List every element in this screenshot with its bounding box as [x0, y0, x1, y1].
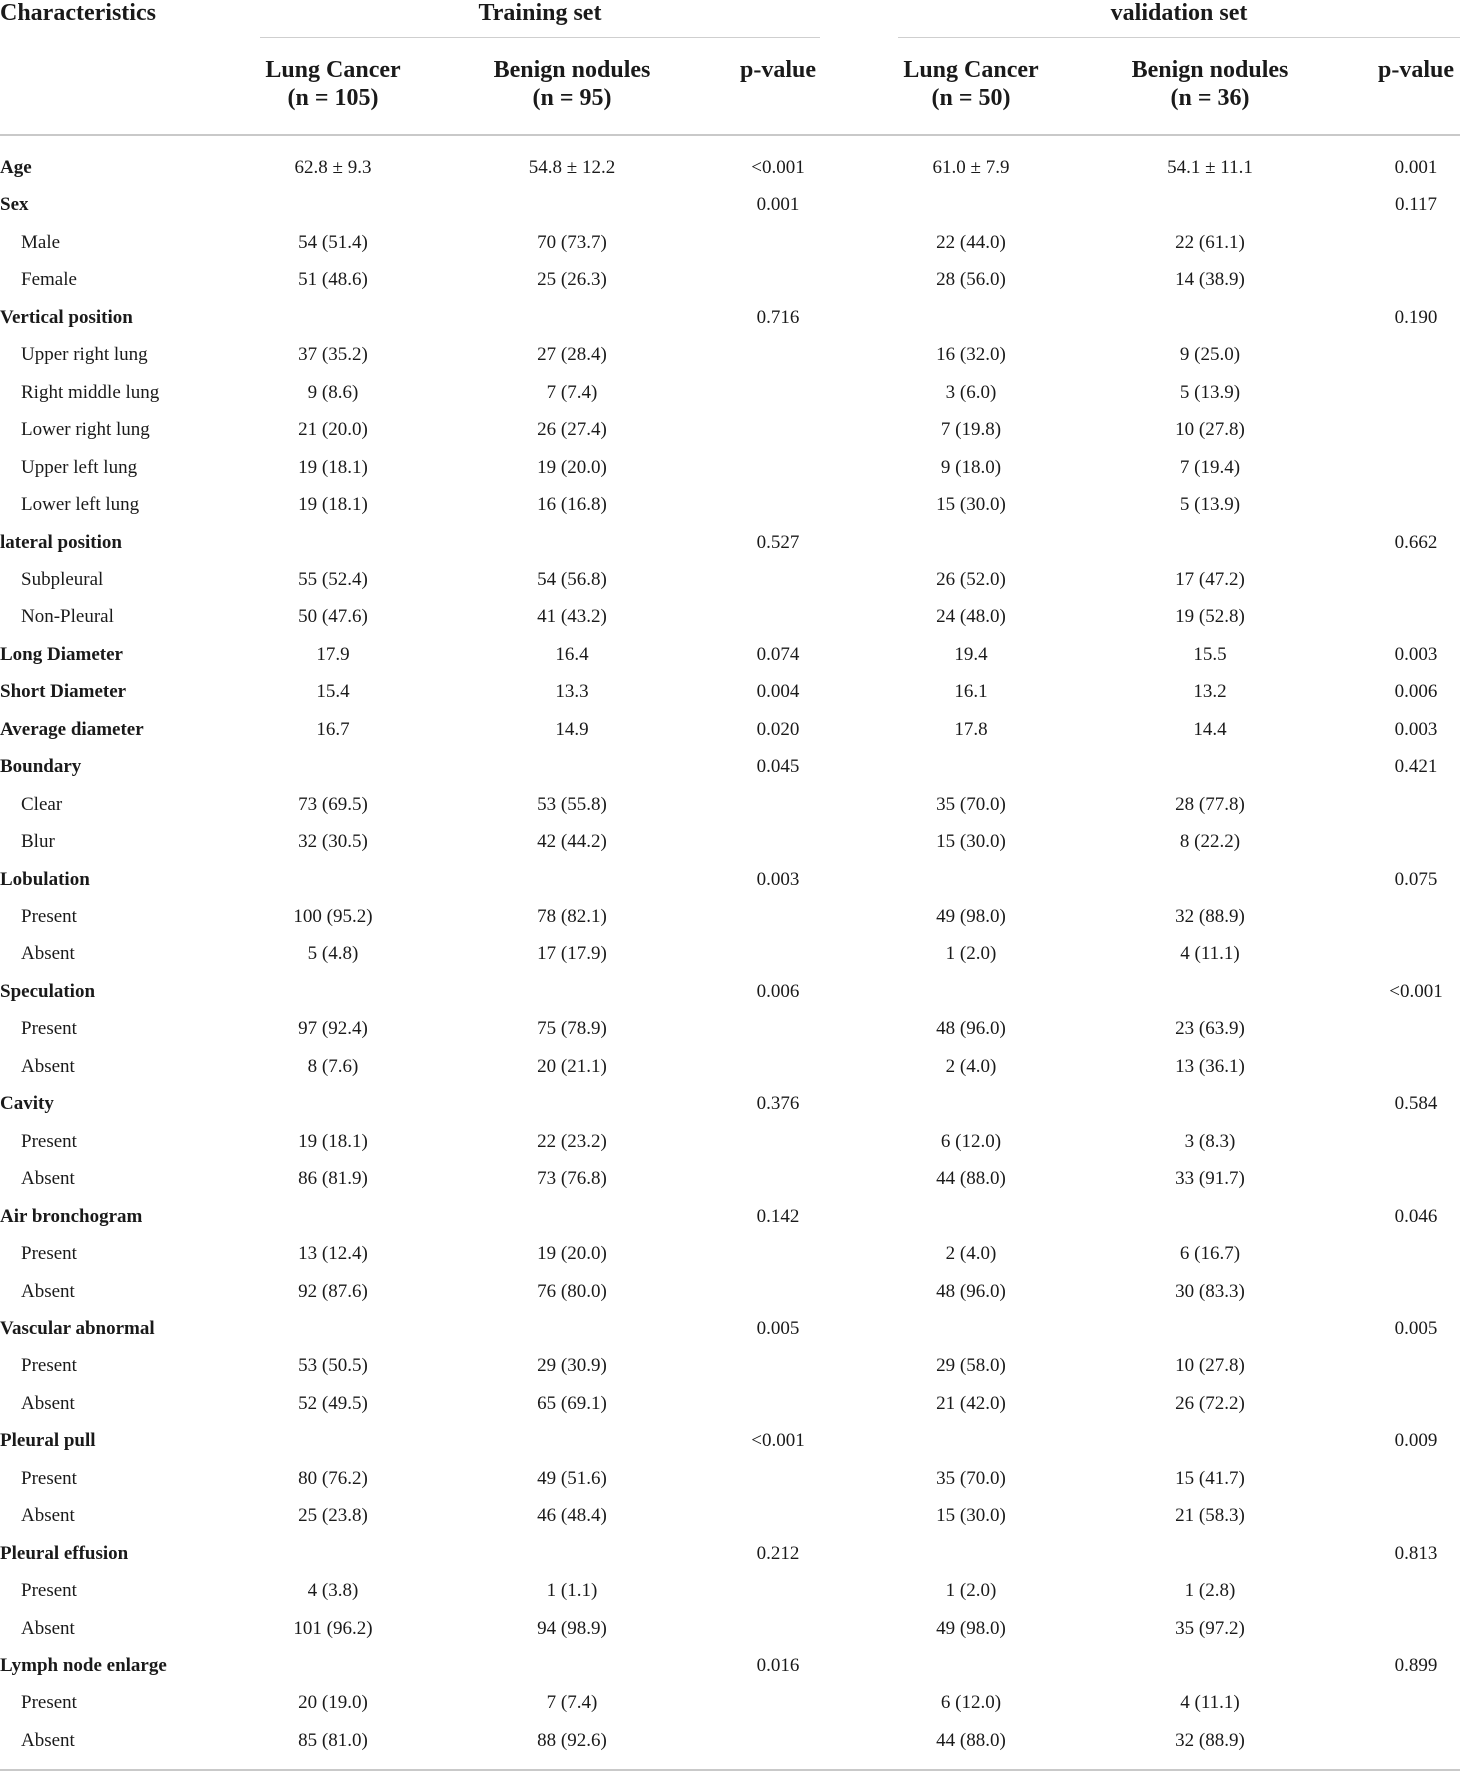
cell-val-benign-nodules: 5 (13.9) — [1179, 382, 1241, 403]
row-label: Boundary — [0, 756, 82, 777]
cell-train-lung-cancer: 37 (35.2) — [298, 344, 368, 365]
row-label: Average diameter — [0, 719, 144, 740]
cell-train-p-value: 0.045 — [756, 756, 800, 777]
cell-train-lung-cancer: 13 (12.4) — [298, 1243, 368, 1264]
cell-val-lung-cancer: 49 (98.0) — [936, 906, 1006, 927]
table-row — [0, 718, 1460, 755]
table-row — [0, 1392, 1460, 1429]
cell-val-benign-nodules: 1 (2.8) — [1184, 1580, 1236, 1601]
cell-train-lung-cancer: 25 (23.8) — [298, 1505, 368, 1526]
cell-train-benign-nodules: 1 (1.1) — [546, 1580, 598, 1601]
cell-val-lung-cancer: 16.1 — [954, 681, 988, 702]
table-row — [0, 1467, 1460, 1504]
cell-val-lung-cancer: 3 (6.0) — [945, 382, 997, 403]
cell-train-benign-nodules: 73 (76.8) — [537, 1168, 607, 1189]
cell-val-lung-cancer: 35 (70.0) — [936, 794, 1006, 815]
cell-val-lung-cancer: 24 (48.0) — [936, 606, 1006, 627]
table-row — [0, 1130, 1460, 1167]
table-row — [0, 1579, 1460, 1616]
cell-val-lung-cancer: 2 (4.0) — [945, 1243, 997, 1264]
row-sublabel: Absent — [21, 1056, 75, 1077]
table-row — [0, 1167, 1460, 1204]
cell-val-lung-cancer: 35 (70.0) — [936, 1468, 1006, 1489]
cell-train-p-value: 0.716 — [756, 307, 800, 328]
cell-val-lung-cancer: 6 (12.0) — [940, 1692, 1002, 1713]
cell-train-p-value: 0.142 — [756, 1206, 800, 1227]
cell-train-lung-cancer: 62.8 ± 9.3 — [294, 157, 372, 178]
table-row — [0, 1617, 1460, 1654]
table-row — [0, 643, 1460, 680]
cell-train-benign-nodules: 27 (28.4) — [537, 344, 607, 365]
row-sublabel: Present — [21, 1580, 77, 1601]
cell-train-benign-nodules: 22 (23.2) — [537, 1131, 607, 1152]
cell-train-p-value: 0.001 — [756, 194, 800, 215]
cell-train-benign-nodules: 42 (44.2) — [537, 831, 607, 852]
cell-val-benign-nodules: 10 (27.8) — [1175, 419, 1245, 440]
cell-train-lung-cancer: 32 (30.5) — [298, 831, 368, 852]
cell-train-p-value: <0.001 — [751, 1430, 805, 1451]
cell-train-lung-cancer: 19 (18.1) — [298, 457, 368, 478]
table-row — [0, 1017, 1460, 1054]
cell-val-p-value: 0.421 — [1394, 756, 1438, 777]
cell-val-p-value: 0.813 — [1394, 1543, 1438, 1564]
cell-train-benign-nodules: 54.8 ± 12.2 — [528, 157, 616, 178]
cell-val-p-value: 0.009 — [1394, 1430, 1438, 1451]
row-sublabel: Upper left lung — [21, 457, 138, 478]
row-label: Lobulation — [0, 869, 90, 890]
row-sublabel: Clear — [21, 794, 63, 815]
cell-val-benign-nodules: 21 (58.3) — [1175, 1505, 1245, 1526]
cell-train-p-value: 0.074 — [756, 644, 800, 665]
cell-train-lung-cancer: 52 (49.5) — [298, 1393, 368, 1414]
cell-val-lung-cancer: 48 (96.0) — [936, 1018, 1006, 1039]
cell-train-benign-nodules: 78 (82.1) — [537, 906, 607, 927]
row-sublabel: Blur — [21, 831, 55, 852]
cell-train-lung-cancer: 20 (19.0) — [298, 1692, 368, 1713]
table-row — [0, 1205, 1460, 1242]
cell-train-benign-nodules: 13.3 — [555, 681, 589, 702]
row-sublabel: Female — [21, 269, 77, 290]
cell-train-benign-nodules: 53 (55.8) — [537, 794, 607, 815]
cell-train-benign-nodules: 65 (69.1) — [537, 1393, 607, 1414]
table-row — [0, 1317, 1460, 1354]
cell-val-benign-nodules: 28 (77.8) — [1175, 794, 1245, 815]
cell-val-lung-cancer: 22 (44.0) — [936, 232, 1006, 253]
row-sublabel: Lower left lung — [21, 494, 140, 515]
cell-train-lung-cancer: 5 (4.8) — [307, 943, 359, 964]
cell-val-p-value: 0.003 — [1394, 719, 1438, 740]
cell-train-p-value: 0.003 — [756, 869, 800, 890]
cell-train-lung-cancer: 101 (96.2) — [293, 1618, 373, 1639]
cell-train-p-value: 0.006 — [756, 981, 800, 1002]
cell-val-lung-cancer: 9 (18.0) — [940, 457, 1002, 478]
row-sublabel: Right middle lung — [21, 382, 160, 403]
cell-train-lung-cancer: 8 (7.6) — [307, 1056, 359, 1077]
cell-val-lung-cancer: 16 (32.0) — [936, 344, 1006, 365]
cell-val-p-value: 0.003 — [1394, 644, 1438, 665]
table-row — [0, 680, 1460, 717]
cell-train-p-value: 0.527 — [756, 532, 800, 553]
cell-train-benign-nodules: 26 (27.4) — [537, 419, 607, 440]
column-header-line2: (n = 95) — [532, 85, 612, 111]
row-label: Speculation — [0, 981, 96, 1002]
cell-train-benign-nodules: 20 (21.1) — [537, 1056, 607, 1077]
cell-val-benign-nodules: 5 (13.9) — [1179, 494, 1241, 515]
cell-val-benign-nodules: 33 (91.7) — [1175, 1168, 1245, 1189]
cell-train-lung-cancer: 73 (69.5) — [298, 794, 368, 815]
cell-train-p-value: 0.020 — [756, 719, 800, 740]
column-header-line2: (n = 36) — [1170, 85, 1250, 111]
cell-train-lung-cancer: 92 (87.6) — [298, 1281, 368, 1302]
table-row — [0, 1242, 1460, 1279]
cell-val-lung-cancer: 28 (56.0) — [936, 269, 1006, 290]
cell-val-p-value: 0.584 — [1394, 1093, 1438, 1114]
row-sublabel: Lower right lung — [21, 419, 150, 440]
table-row — [0, 942, 1460, 979]
cell-val-lung-cancer: 26 (52.0) — [936, 569, 1006, 590]
cell-val-benign-nodules: 13 (36.1) — [1175, 1056, 1245, 1077]
table-row — [0, 268, 1460, 305]
cell-train-lung-cancer: 54 (51.4) — [298, 232, 368, 253]
cell-train-benign-nodules: 76 (80.0) — [537, 1281, 607, 1302]
table-row — [0, 568, 1460, 605]
cell-train-benign-nodules: 46 (48.4) — [537, 1505, 607, 1526]
cell-train-benign-nodules: 14.9 — [555, 719, 589, 740]
cell-val-benign-nodules: 4 (11.1) — [1180, 1692, 1240, 1713]
table-row — [0, 1654, 1460, 1691]
cell-train-benign-nodules: 16.4 — [555, 644, 589, 665]
table-row — [0, 793, 1460, 830]
row-sublabel: Present — [21, 1131, 77, 1152]
cell-val-benign-nodules: 14 (38.9) — [1175, 269, 1245, 290]
cell-val-lung-cancer: 29 (58.0) — [936, 1355, 1006, 1376]
cell-train-benign-nodules: 19 (20.0) — [537, 457, 607, 478]
table-row — [0, 193, 1460, 230]
cell-train-p-value: 0.004 — [756, 681, 800, 702]
cell-val-benign-nodules: 19 (52.8) — [1175, 606, 1245, 627]
cell-train-benign-nodules: 19 (20.0) — [537, 1243, 607, 1264]
cell-train-lung-cancer: 15.4 — [316, 681, 350, 702]
cell-train-lung-cancer: 86 (81.9) — [298, 1168, 368, 1189]
table-row — [0, 531, 1460, 568]
column-header-line1: Lung Cancer — [265, 57, 401, 83]
cell-train-benign-nodules: 25 (26.3) — [537, 269, 607, 290]
cell-train-lung-cancer: 51 (48.6) — [298, 269, 368, 290]
cell-val-benign-nodules: 14.4 — [1193, 719, 1227, 740]
cell-val-benign-nodules: 10 (27.8) — [1175, 1355, 1245, 1376]
cell-train-lung-cancer: 50 (47.6) — [298, 606, 368, 627]
cell-train-lung-cancer: 9 (8.6) — [307, 382, 359, 403]
cell-train-benign-nodules: 49 (51.6) — [537, 1468, 607, 1489]
cell-train-benign-nodules: 29 (30.9) — [537, 1355, 607, 1376]
cell-val-lung-cancer: 7 (19.8) — [940, 419, 1002, 440]
row-label: Vertical position — [0, 307, 133, 328]
row-sublabel: Present — [21, 906, 77, 927]
cell-train-p-value: 0.005 — [756, 1318, 800, 1339]
cell-val-lung-cancer: 2 (4.0) — [945, 1056, 997, 1077]
row-label: Sex — [0, 194, 29, 215]
table-row — [0, 1280, 1460, 1317]
cell-train-p-value: 0.376 — [756, 1093, 800, 1114]
cell-val-lung-cancer: 19.4 — [954, 644, 988, 665]
table-row — [0, 1504, 1460, 1541]
row-sublabel: Male — [21, 232, 61, 253]
row-sublabel: Absent — [21, 1505, 75, 1526]
table-row — [0, 905, 1460, 942]
table-row — [0, 1092, 1460, 1129]
row-sublabel: Present — [21, 1243, 77, 1264]
cell-val-lung-cancer: 1 (2.0) — [945, 1580, 997, 1601]
cell-val-p-value: 0.899 — [1394, 1655, 1438, 1676]
cell-val-lung-cancer: 15 (30.0) — [936, 831, 1006, 852]
cell-train-benign-nodules: 7 (7.4) — [546, 382, 598, 403]
table-row — [0, 1354, 1460, 1391]
column-header-val-p-value: p-value — [1377, 57, 1454, 83]
column-header-line1: Benign nodules — [1131, 57, 1289, 83]
cell-val-p-value: 0.662 — [1394, 532, 1438, 553]
table-row — [0, 231, 1460, 268]
row-label: Short Diameter — [0, 681, 127, 702]
table-row — [0, 456, 1460, 493]
cell-val-benign-nodules: 30 (83.3) — [1175, 1281, 1245, 1302]
row-sublabel: Absent — [21, 1281, 75, 1302]
row-label: Air bronchogram — [0, 1206, 143, 1227]
cell-val-lung-cancer: 49 (98.0) — [936, 1618, 1006, 1639]
cell-val-lung-cancer: 15 (30.0) — [936, 494, 1006, 515]
cell-val-p-value: 0.046 — [1394, 1206, 1438, 1227]
cell-train-lung-cancer: 53 (50.5) — [298, 1355, 368, 1376]
cell-val-lung-cancer: 48 (96.0) — [936, 1281, 1006, 1302]
cell-train-benign-nodules: 70 (73.7) — [537, 232, 607, 253]
cell-val-benign-nodules: 8 (22.2) — [1179, 831, 1241, 852]
row-sublabel: Absent — [21, 1730, 75, 1751]
row-label: Long Diameter — [0, 644, 123, 665]
cell-val-lung-cancer: 17.8 — [954, 719, 988, 740]
group-header-training-set: Training set — [478, 0, 602, 26]
cell-val-benign-nodules: 3 (8.3) — [1184, 1131, 1236, 1152]
row-label: Cavity — [0, 1093, 54, 1114]
row-sublabel: Present — [21, 1355, 77, 1376]
row-label: Vascular abnormal — [0, 1318, 155, 1339]
cell-val-lung-cancer: 61.0 ± 7.9 — [932, 157, 1010, 178]
table-row — [0, 493, 1460, 530]
row-sublabel: Absent — [21, 1618, 75, 1639]
cell-train-benign-nodules: 75 (78.9) — [537, 1018, 607, 1039]
cell-val-benign-nodules: 22 (61.1) — [1175, 232, 1245, 253]
table-row — [0, 755, 1460, 792]
row-sublabel: Present — [21, 1692, 77, 1713]
cell-val-benign-nodules: 35 (97.2) — [1175, 1618, 1245, 1639]
table-row — [0, 381, 1460, 418]
row-sublabel: Subpleural — [21, 569, 104, 590]
cell-train-p-value: 0.016 — [756, 1655, 800, 1676]
table-row — [0, 605, 1460, 642]
table-row — [0, 306, 1460, 343]
corner-header-characteristics: Characteristics — [0, 0, 156, 26]
column-header-line2: (n = 105) — [287, 85, 379, 111]
row-sublabel: Non-Pleural — [21, 606, 114, 627]
cell-val-benign-nodules: 15 (41.7) — [1175, 1468, 1245, 1489]
cell-train-lung-cancer: 80 (76.2) — [298, 1468, 368, 1489]
cell-train-lung-cancer: 21 (20.0) — [298, 419, 368, 440]
cell-val-benign-nodules: 32 (88.9) — [1175, 906, 1245, 927]
cell-val-p-value: 0.006 — [1394, 681, 1438, 702]
table-row — [0, 1429, 1460, 1466]
cell-val-p-value: 0.005 — [1394, 1318, 1438, 1339]
table-row — [0, 1691, 1460, 1728]
cell-val-benign-nodules: 13.2 — [1193, 681, 1227, 702]
group-header-validation-set: validation set — [1110, 0, 1248, 26]
cell-val-benign-nodules: 23 (63.9) — [1175, 1018, 1245, 1039]
cell-train-benign-nodules: 41 (43.2) — [537, 606, 607, 627]
table-row — [0, 868, 1460, 905]
column-header-line1: Lung Cancer — [903, 57, 1039, 83]
row-label: Pleural pull — [0, 1430, 96, 1451]
cell-train-lung-cancer: 85 (81.0) — [298, 1730, 368, 1751]
cell-train-benign-nodules: 16 (16.8) — [537, 494, 607, 515]
table-bottom-rule — [0, 1769, 1460, 1771]
cell-train-lung-cancer: 17.9 — [316, 644, 350, 665]
cell-val-p-value: 0.117 — [1394, 194, 1438, 215]
cell-val-benign-nodules: 17 (47.2) — [1175, 569, 1245, 590]
row-sublabel: Absent — [21, 1393, 75, 1414]
cell-val-lung-cancer: 44 (88.0) — [936, 1730, 1006, 1751]
row-label: Pleural effusion — [0, 1543, 129, 1564]
table-row — [0, 156, 1460, 193]
row-label: Age — [0, 157, 32, 178]
cell-train-benign-nodules: 94 (98.9) — [537, 1618, 607, 1639]
table-row — [0, 1729, 1460, 1766]
cell-train-lung-cancer: 16.7 — [316, 719, 350, 740]
cell-train-benign-nodules: 54 (56.8) — [537, 569, 607, 590]
row-sublabel: Present — [21, 1018, 77, 1039]
column-header-train-p-value: p-value — [739, 57, 816, 83]
table-row — [0, 1542, 1460, 1579]
cell-train-benign-nodules: 88 (92.6) — [537, 1730, 607, 1751]
cell-val-benign-nodules: 7 (19.4) — [1179, 457, 1241, 478]
row-label: Lymph node enlarge — [0, 1655, 167, 1676]
column-header-line1: Benign nodules — [493, 57, 651, 83]
cell-val-lung-cancer: 6 (12.0) — [940, 1131, 1002, 1152]
cell-train-benign-nodules: 17 (17.9) — [537, 943, 607, 964]
cell-train-benign-nodules: 7 (7.4) — [546, 1692, 598, 1713]
cell-val-lung-cancer: 44 (88.0) — [936, 1168, 1006, 1189]
table-row — [0, 980, 1460, 1017]
cell-val-p-value: <0.001 — [1389, 981, 1443, 1002]
table-row — [0, 343, 1460, 380]
cell-train-lung-cancer: 55 (52.4) — [298, 569, 368, 590]
row-label: lateral position — [0, 532, 122, 553]
row-sublabel: Present — [21, 1468, 77, 1489]
cell-train-lung-cancer: 97 (92.4) — [298, 1018, 368, 1039]
cell-val-lung-cancer: 15 (30.0) — [936, 1505, 1006, 1526]
cell-val-benign-nodules: 4 (11.1) — [1180, 943, 1240, 964]
cell-train-p-value: <0.001 — [751, 157, 805, 178]
cell-val-p-value: 0.001 — [1394, 157, 1438, 178]
row-sublabel: Upper right lung — [21, 344, 148, 365]
cell-val-lung-cancer: 21 (42.0) — [936, 1393, 1006, 1414]
table-row — [0, 418, 1460, 455]
cell-train-lung-cancer: 19 (18.1) — [298, 1131, 368, 1152]
column-header-line2: (n = 50) — [931, 85, 1011, 111]
table-row — [0, 830, 1460, 867]
cell-val-benign-nodules: 32 (88.9) — [1175, 1730, 1245, 1751]
table-row — [0, 1055, 1460, 1092]
row-sublabel: Absent — [21, 1168, 75, 1189]
cell-val-benign-nodules: 54.1 ± 11.1 — [1167, 157, 1253, 178]
cell-train-lung-cancer: 19 (18.1) — [298, 494, 368, 515]
cell-val-lung-cancer: 1 (2.0) — [945, 943, 997, 964]
cell-val-p-value: 0.075 — [1394, 869, 1438, 890]
cell-val-benign-nodules: 26 (72.2) — [1175, 1393, 1245, 1414]
cell-val-benign-nodules: 9 (25.0) — [1179, 344, 1241, 365]
cell-val-benign-nodules: 6 (16.7) — [1179, 1243, 1241, 1264]
cell-val-benign-nodules: 15.5 — [1193, 644, 1227, 665]
cell-train-lung-cancer: 4 (3.8) — [307, 1580, 359, 1601]
row-sublabel: Absent — [21, 943, 75, 964]
cell-train-p-value: 0.212 — [756, 1543, 800, 1564]
cell-val-p-value: 0.190 — [1394, 307, 1438, 328]
cell-train-lung-cancer: 100 (95.2) — [293, 906, 373, 927]
